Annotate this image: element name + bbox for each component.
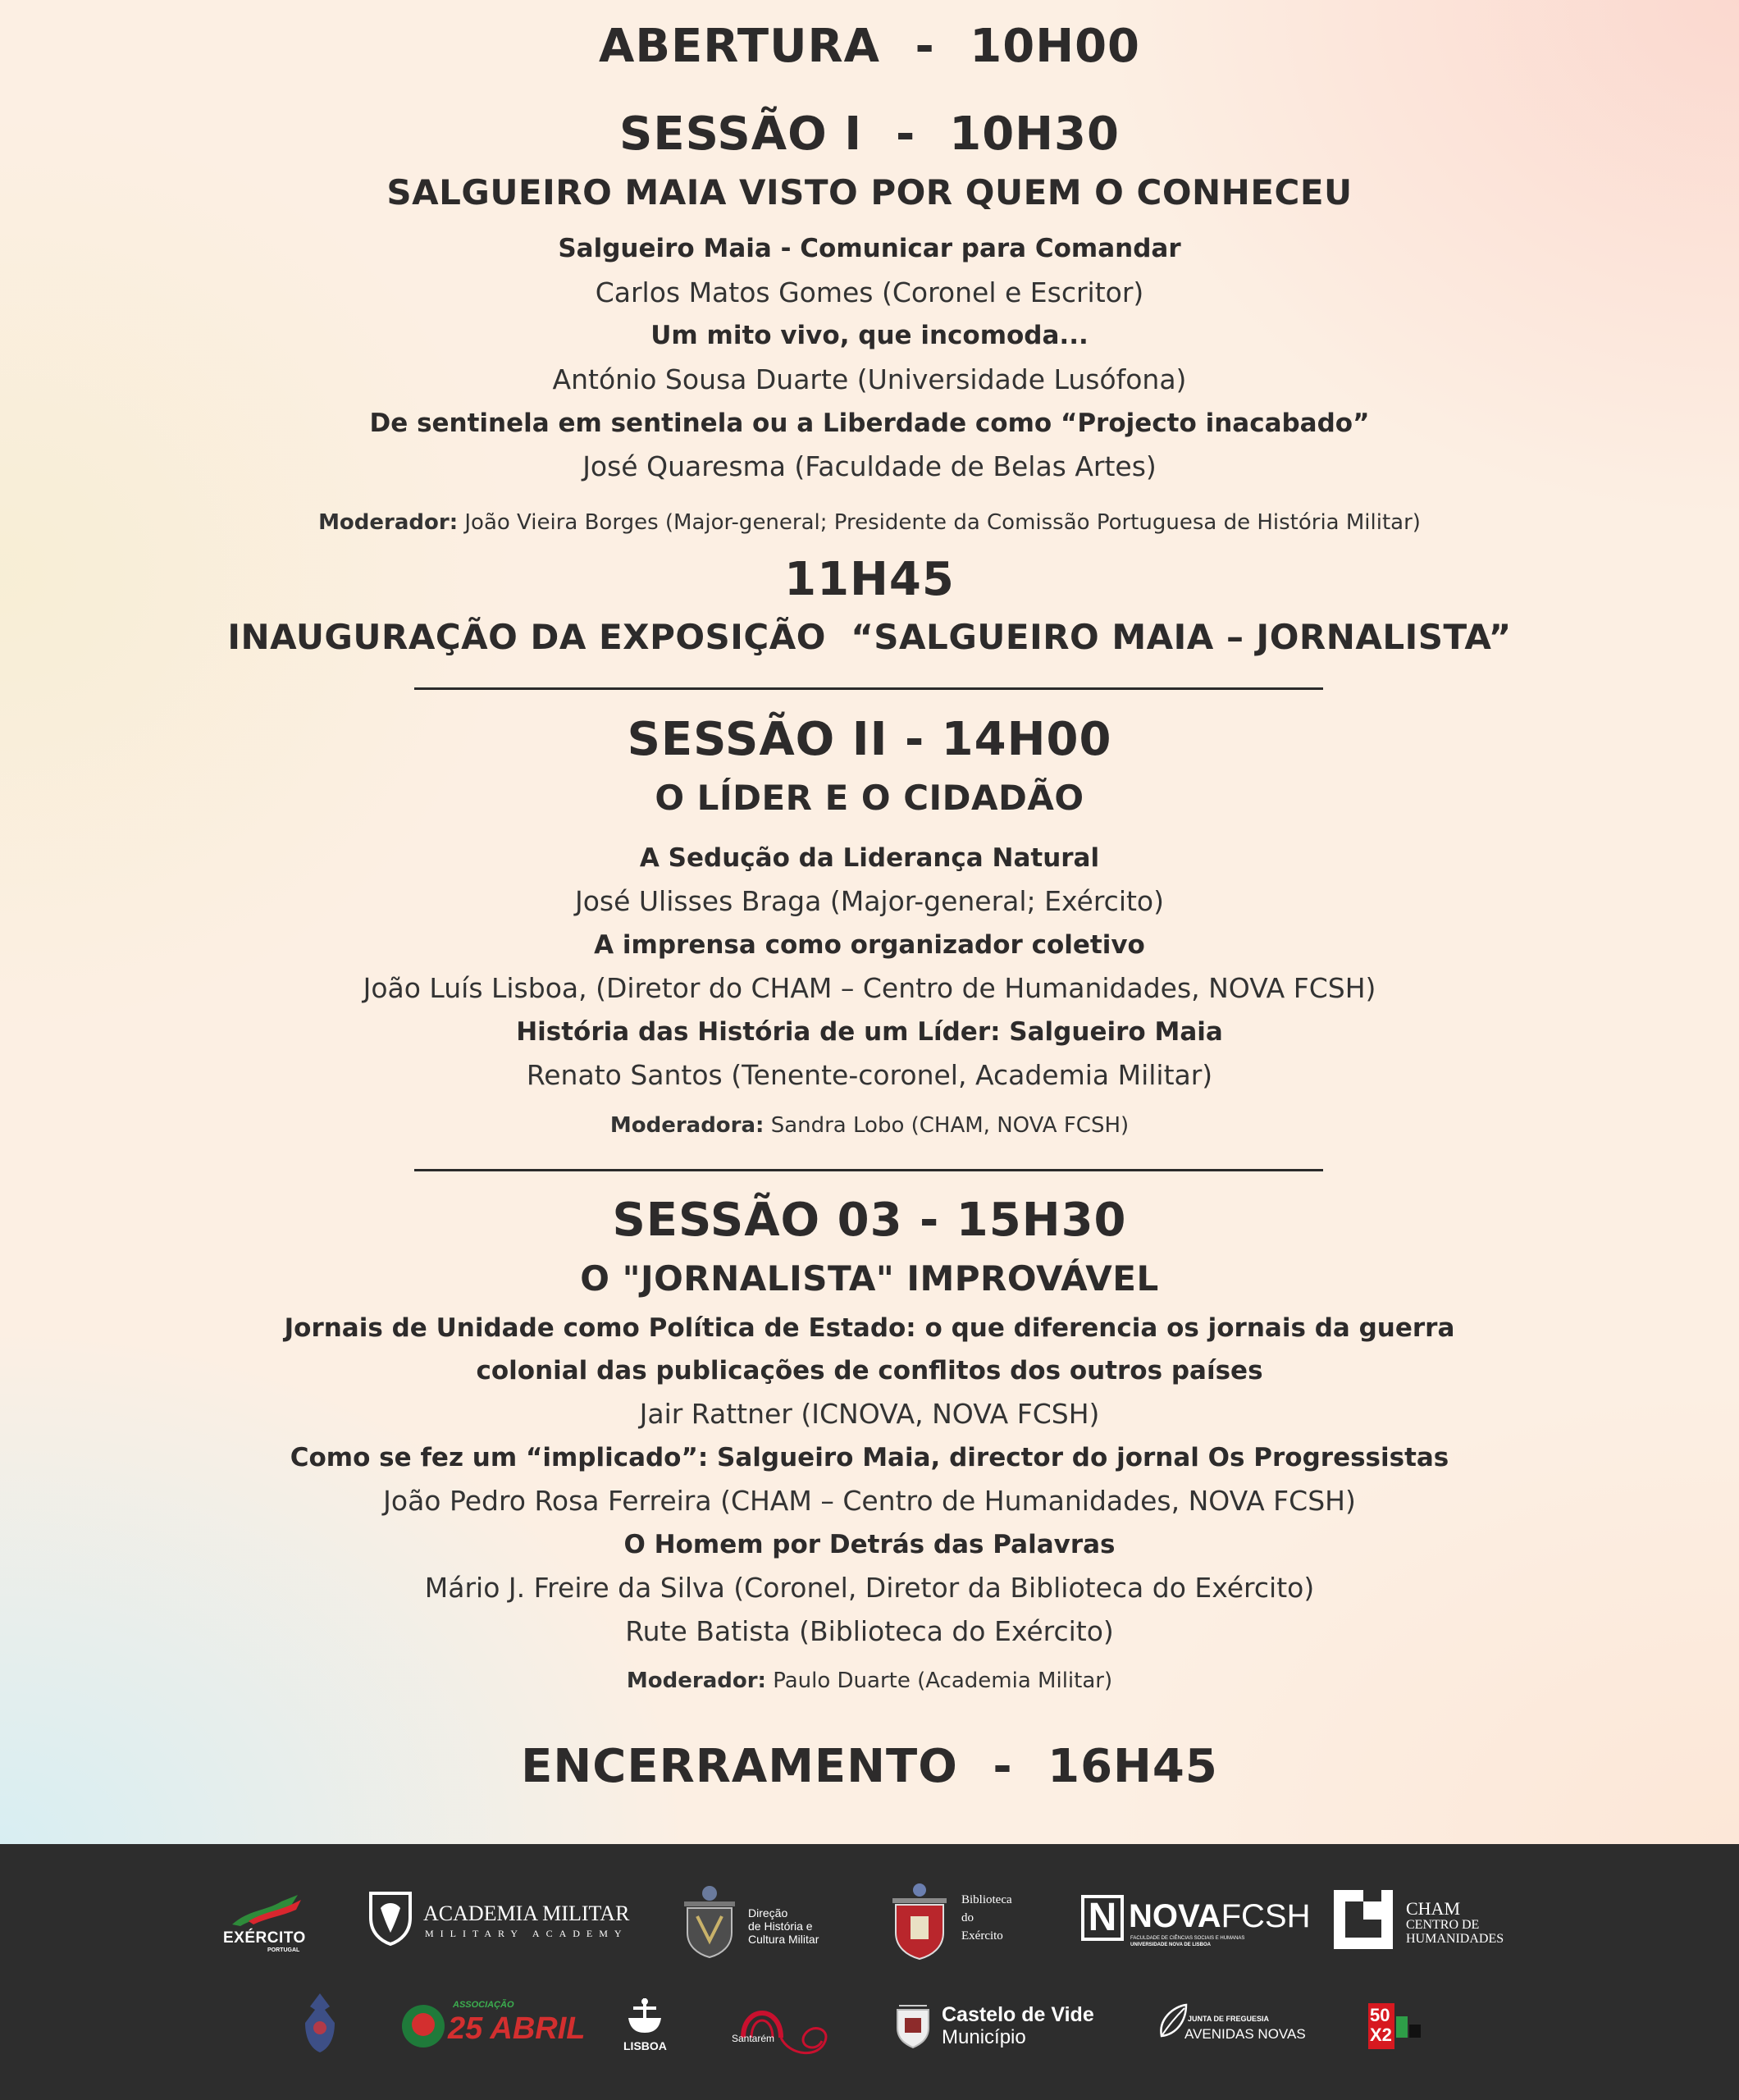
a25-name: 25 ABRIL	[448, 2011, 586, 2046]
session2-heading: SESSÃO II - 14H00	[627, 713, 1112, 766]
moderator-name: Sandra Lobo (CHAM, NOVA FCSH)	[764, 1113, 1130, 1138]
carnation-icon	[400, 2003, 446, 2049]
logo-biblioteca-exercito	[891, 1882, 1022, 1964]
fiftyx2-black	[1409, 2025, 1421, 2038]
exercito-flag-icon	[224, 1893, 306, 1928]
moderator-name: Paulo Duarte (Academia Militar)	[765, 1669, 1113, 1693]
session2-talk2-speaker: João Luís Lisboa, (Diretor do CHAM – Centro de Humanidades, NOVA FCSH)	[363, 972, 1376, 1004]
biblioteca-line2: do	[961, 1911, 974, 1924]
session3-talk1-title-line2: colonial das publicações de conflitos dos outros países	[476, 1356, 1263, 1386]
session2-title: O LÍDER E O CIDADÃO	[655, 778, 1084, 818]
session3-talk1-speaker: Jair Rattner (ICNOVA, NOVA FCSH)	[639, 1398, 1100, 1430]
session2-moderator	[0, 1113, 1739, 1138]
coat-of-arms-icon	[891, 1882, 948, 1961]
fcsh-light: FCSH	[1221, 1898, 1311, 1934]
cham-line2: CENTRO DE	[1406, 1918, 1480, 1932]
closing-line	[0, 1740, 1739, 1793]
nova-bold: NOVA	[1129, 1898, 1221, 1934]
avenidas-line2: AVENIDAS NOVAS	[1184, 2026, 1306, 2042]
session3-heading: SESSÃO 03 - 15H30	[612, 1194, 1127, 1247]
logo-crest	[297, 1990, 343, 2061]
logo-lisboa	[617, 1997, 674, 2064]
session2-talk1-speaker: José Ulisses Braga (Major-general; Exército)	[574, 885, 1164, 917]
exercito-sub: PORTUGAL	[267, 1947, 300, 1953]
opening-dash: -	[915, 20, 935, 73]
closing-label: ENCERRAMENTO	[521, 1740, 958, 1793]
dhcm-line2: de História e	[748, 1920, 813, 1933]
session2-talk3-title: História das História de um Líder: Salgueiro Maia	[516, 1017, 1223, 1047]
exercito-name: EXÉRCITO	[223, 1929, 306, 1947]
dhcm-line1: Direção	[748, 1906, 788, 1920]
logo-santarem	[728, 1990, 835, 2064]
moderator-label: Moderador:	[626, 1669, 766, 1693]
cham-line3: HUMANIDADES	[1406, 1932, 1504, 1946]
opening-line	[0, 20, 1739, 73]
lisboa-name: LISBOA	[623, 2039, 667, 2052]
opening-label: ABERTURA	[599, 20, 881, 73]
academia-shield-icon	[367, 1890, 413, 1946]
session2-talk3-speaker: Renato Santos (Tenente-coronel, Academia Militar)	[526, 1059, 1213, 1091]
logo-castelo-de-vide	[892, 2000, 1106, 2052]
a25-assoc: ASSOCIAÇÃO	[453, 2000, 514, 2010]
logo-avenidas-novas	[1157, 2003, 1312, 2049]
session3-talk2-speaker: João Pedro Rosa Ferreira (CHAM – Centro de Humanidades, NOVA FCSH)	[383, 1485, 1356, 1517]
session1-title: SALGUEIRO MAIA VISTO POR QUEM O CONHECEU	[386, 172, 1353, 212]
logo-nova-fcsh	[1081, 1895, 1311, 1952]
santarem-name: Santarém	[732, 2033, 775, 2044]
cham-line1: CHAM	[1406, 1898, 1461, 1919]
opening-time: 10H00	[970, 20, 1140, 73]
logo-cham	[1334, 1890, 1531, 1956]
session3-talk3-title: O Homem por Detrás das Palavras	[623, 1530, 1116, 1559]
crest-icon	[297, 1990, 343, 2056]
closing-time: 16H45	[1048, 1740, 1218, 1793]
moderator-label: Moderadora:	[609, 1113, 765, 1138]
dhcm-line3: Cultura Militar	[748, 1933, 819, 1946]
biblioteca-line1: Biblioteca	[961, 1893, 1012, 1906]
fiftyx2-green	[1396, 2016, 1408, 2038]
nova-n-mark: N	[1081, 1895, 1124, 1941]
session1-talk3-title: De sentinela em sentinela ou a Liberdade como “Projecto inacabado”	[369, 409, 1370, 438]
session3-talk1-title-line1: Jornais de Unidade como Política de Estado: o que diferencia os jornais da guerra	[284, 1313, 1455, 1343]
session3-talk2-title: Como se fez um “implicado”: Salgueiro Maia, director do jornal Os Progressistas	[290, 1443, 1449, 1472]
session2-talk1-title: A Sedução da Liderança Natural	[639, 843, 1100, 873]
logo-academia-militar	[367, 1890, 630, 1956]
moderator-label: Moderador:	[318, 510, 459, 535]
session1-talk1-speaker: Carlos Matos Gomes (Coronel e Escritor)	[595, 276, 1144, 308]
cham-square-icon	[1334, 1890, 1393, 1949]
castelo-sub: Município	[942, 2026, 1026, 2048]
coat-of-arms-icon	[681, 1883, 738, 1959]
logo-associacao-25-abril	[400, 2000, 586, 2057]
biblioteca-line3: Exército	[961, 1929, 1003, 1942]
academia-name: ACADEMIA MILITAR	[423, 1901, 630, 1925]
session3-title: O "JORNALISTA" IMPROVÁVEL	[580, 1258, 1159, 1299]
exhibition-time: 11H45	[784, 553, 955, 606]
session1-talk1-title: Salgueiro Maia - Comunicar para Comandar	[558, 234, 1181, 263]
session2-talk2-title: A imprensa como organizador coletivo	[594, 930, 1145, 960]
fiftyx2-top: 50	[1370, 2005, 1390, 2025]
closing-dash: -	[993, 1740, 1013, 1793]
logo-dhcm	[681, 1883, 837, 1962]
moderator-name: João Vieira Borges (Major-general; Presidente da Comissão Portuguesa de História Militar)	[458, 510, 1421, 535]
castle-crest-icon	[892, 2000, 933, 2049]
academia-sub: MILITARY ACADEMY	[425, 1928, 628, 1939]
castelo-name: Castelo de Vide	[942, 2003, 1094, 2026]
divider	[414, 1169, 1323, 1171]
nova-sub1: FACULDADE DE CIÊNCIAS SOCIAIS E HUMANAS	[1130, 1936, 1245, 1941]
session3-moderator	[0, 1669, 1739, 1693]
session3-talk3-speaker2: Rute Batista (Biblioteca do Exército)	[625, 1615, 1114, 1647]
session1-talk2-speaker: António Sousa Duarte (Universidade Lusófona)	[552, 363, 1187, 395]
santarem-arch-icon	[728, 1990, 835, 2061]
session1-talk2-title: Um mito vivo, que incomoda...	[650, 321, 1089, 350]
session1-heading: SESSÃO I - 10H30	[619, 107, 1120, 161]
logo-50x2	[1368, 2003, 1442, 2052]
session3-talk3-speaker1: Mário J. Freire da Silva (Coronel, Diretor da Biblioteca do Exército)	[424, 1572, 1315, 1604]
nova-word	[1129, 1898, 1311, 1934]
lisbon-ship-icon	[622, 1997, 668, 2038]
nova-sub2: UNIVERSIDADE NOVA DE LISBOA	[1130, 1942, 1212, 1947]
avenidas-line1: JUNTA DE FREGUESIA	[1188, 2015, 1270, 2023]
session1-talk3-speaker: José Quaresma (Faculdade de Belas Artes)	[582, 450, 1157, 482]
logo-exercito	[220, 1893, 310, 1959]
fiftyx2-bottom: X2	[1370, 2025, 1392, 2045]
sponsors-footer	[0, 1844, 1739, 2100]
session1-moderator	[0, 510, 1739, 535]
divider	[414, 687, 1323, 690]
exhibition-title: INAUGURAÇÃO DA EXPOSIÇÃO “SALGUEIRO MAIA – JORNALISTA”	[227, 617, 1512, 657]
